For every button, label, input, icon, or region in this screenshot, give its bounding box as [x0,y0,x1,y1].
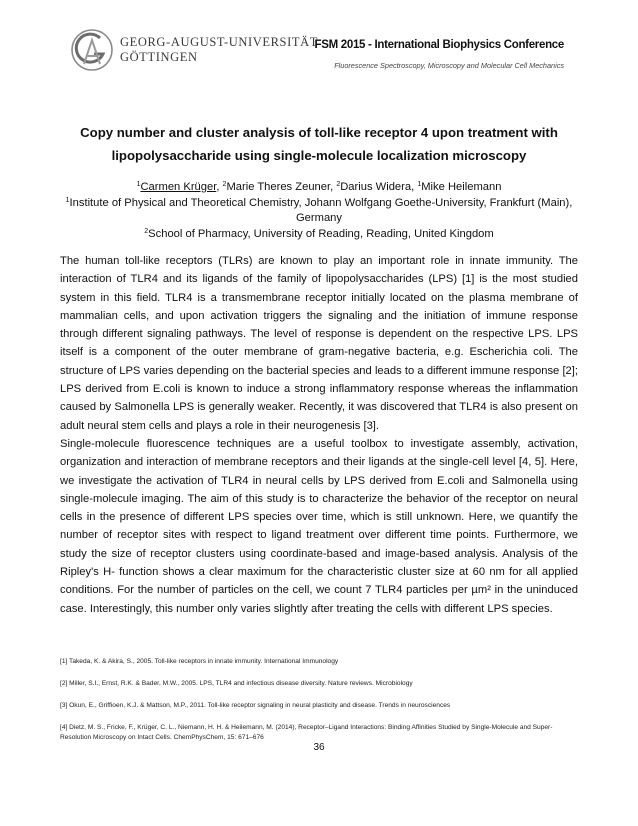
author-name: Darius Widera [340,181,412,193]
author-superscript: 2 [222,181,227,188]
abstract-body [60,252,578,618]
university-name-line1: GEORG-AUGUST-UNIVERSITÄT [120,35,318,49]
reference-item: [1] Takeda, K. & Akira, S., 2005. Toll-like receptors in innate immunity. International Immunology [60,658,339,665]
author-list [60,180,578,196]
affiliation-text: Institute of Physical and Theoretical Chemistry, Johann Wolfgang Goethe-University, Frankfurt (Main), Germany [69,196,573,224]
university-logo [70,26,318,76]
reference-item: [4] Dietz, M. S., Fricke, F., Krüger, C. L., Niemann, H. H. & Heilemann, M. (2014), Receptor–Ligand Interactions: Binding Affinities Studied by Single-Molecule and Super-Resolution Microscopy on Intact Cells. ChemPhysChem, 15: 671–676 [60,724,553,741]
paper-title: Copy number and cluster analysis of toll-like receptor 4 upon treatment with lipopolysaccharide using single-molecule localization microscopy [80,125,558,163]
author-name: Mike Heilemann [421,181,502,193]
affiliation-superscript: 1 [65,196,70,204]
author-superscript: 1 [417,181,422,188]
affiliation-text: School of Pharmacy, University of Reading, Reading, United Kingdom [148,227,494,240]
author-superscript: 1 [136,181,141,188]
reference-item: [2] Miller, S.I., Ernst, R.K. & Bader, M.W., 2005. LPS, TLR4 and infectious disease diversity. Nature reviews. Microbiology [60,680,413,687]
author-separator: , [330,181,337,193]
paragraph-2: Single-molecule fluorescence techniques are a useful toolbox to investigate assembly, activation, organization and interaction of membrane receptors and their ligands at the single-cell level [4, 5]. Here, we investigate the activation of TLR4 in neural cells by LPS derived from E.coli and Salmonella using single-molecule imaging. The aim of this study is to characterize the behavior of the receptor on neural cells in the presence of different LPS species over time, which is still unknown. Here, we quantify the number of receptor sites with respect to ligand treatment over different time points. Furthermore, we study the size of receptor clusters using coordinate-based and image-based analysis. Analysis of the Ripley's H- function shows a clear maximum for the characteristic cluster size at 60 nm for all applied conditions. For the number of particles on the cell, we count 7 TLR4 particles per µm² in the uninduced case. Interestingly, this number only varies slightly after treating the cells with different LPS species. [60,437,578,615]
university-seal-icon [70,28,114,72]
affiliation-1 [60,196,578,227]
author-name: Carmen Krüger [140,181,217,193]
conference-title: FSM 2015 - International Biophysics Conference [314,39,564,51]
paragraph-1: The human toll-like receptors (TLRs) are known to play an important role in innate immunity. The interaction of TLR4 and its ligands of the family of lipopolysaccharides (LPS) [1] is the most studied system in this field. TLR4 is a transmembrane receptor initially located on the plasma membrane of mammalian cells, and upon activation triggers the signaling and the initiation of immune response through different signaling pathways. The level of response is dependent on the respective LPS. LPS itself is a component of the outer membrane of gram-negative bacteria, e.g. Escherichia coli. The structure of LPS varies depending on the bacterial species and leads to a different immune response [2]; LPS derived from E.coli is known to induce a strong inflammatory response whereas the inflammation caused by Salmonella LPS is generally weaker. Recently, it was discovered that TLR4 is also present on adult neural stem cells and plays a role in their neurogenesis [3]. [60,255,578,432]
university-name-line2: GÖTTINGEN [120,50,198,64]
conference-subtitle: Fluorescence Spectroscopy, Microscopy and Molecular Cell Mechanics [334,61,564,70]
page-header [0,0,638,90]
reference-list [60,657,578,755]
author-separator: , [411,181,418,193]
affiliation-superscript: 2 [144,227,149,235]
author-name: Marie Theres Zeuner [226,181,331,193]
affiliation-2 [60,227,578,243]
author-block [60,180,578,242]
author-separator: , [216,181,223,193]
author-superscript: 2 [336,181,341,188]
reference-item: [3] Okun, E., Griffioen, K.J. & Mattson, M.P., 2011. Toll-like receptor signaling in neural plasticity and disease. Trends in neurosciences [60,702,451,709]
page-number: 36 [313,742,325,753]
